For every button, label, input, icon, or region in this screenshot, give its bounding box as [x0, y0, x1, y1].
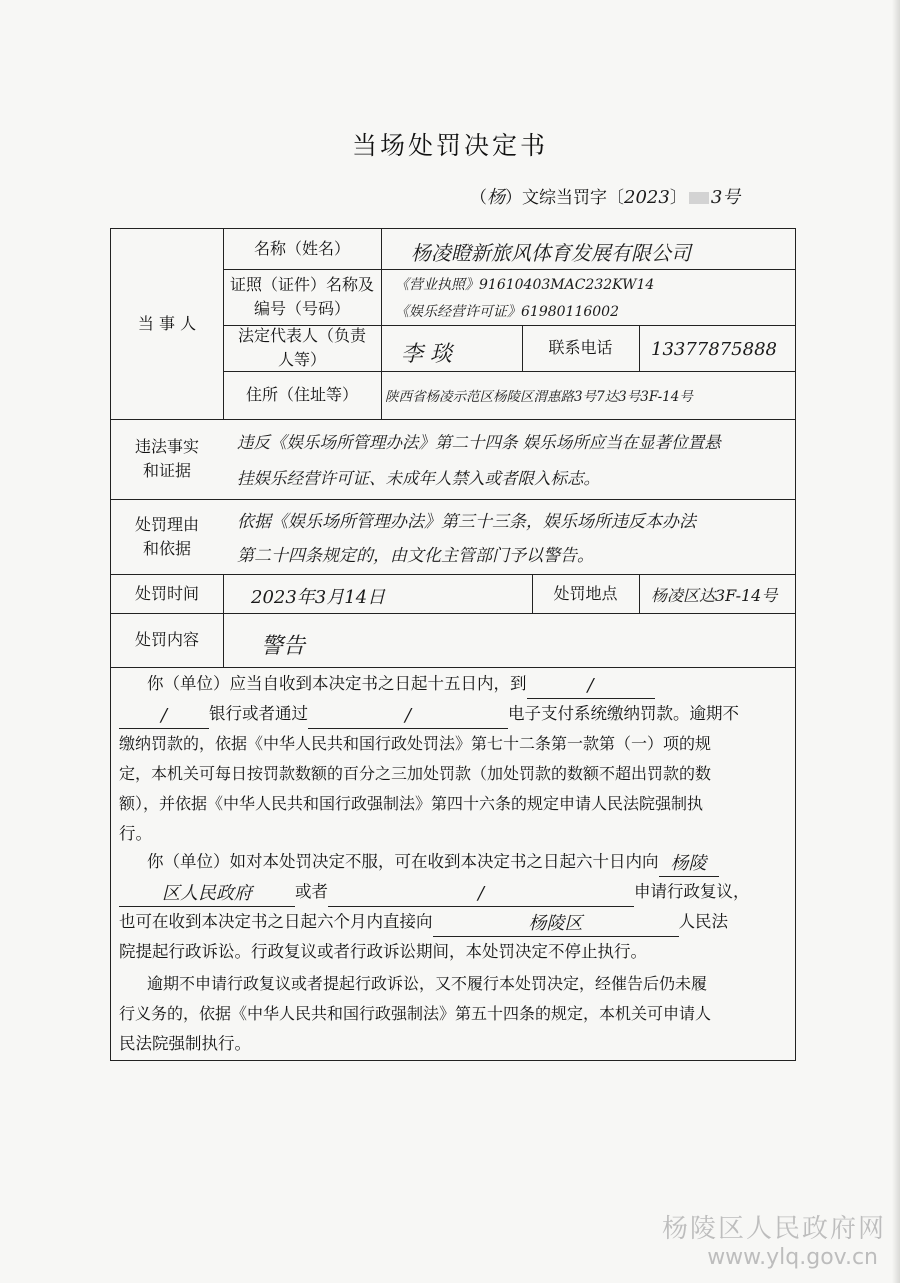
- notice-text: 或者: [295, 882, 328, 901]
- court-blank: [433, 912, 679, 937]
- notice-text: 也可在收到本决定书之日起六个月内直接向: [119, 912, 433, 931]
- reason-label: 处罚理由和依据: [134, 514, 199, 558]
- phone-label: 联系电话: [548, 338, 613, 357]
- reason-value-2: 第二十四条规定的，由文化主管部门予以警告。: [237, 546, 594, 566]
- blank-mark: /: [404, 705, 412, 726]
- row-divider: [111, 499, 795, 500]
- content-label: 处罚内容: [134, 630, 199, 649]
- rep-value: 李 琰: [401, 342, 452, 367]
- col-divider: [639, 325, 640, 371]
- review-gov-text: 杨陵: [670, 853, 707, 874]
- court-text: 杨陵区: [528, 913, 583, 934]
- payment-system-blank: [308, 704, 508, 729]
- docno-close: 〕: [669, 188, 687, 208]
- place-value: 杨凌区达3F-14号: [651, 586, 778, 605]
- notice-text: 你（单位）应当自收到本决定书之日起十五日内，到: [147, 674, 527, 693]
- name-value: 杨凌瞪新旅风体育发展有限公司: [411, 241, 691, 265]
- place-label: 处罚地点: [553, 583, 618, 603]
- license-value-2: 《娱乐经营许可证》61980116002: [395, 304, 619, 320]
- address-label: 住所（住址等）: [245, 385, 358, 404]
- blank-mark: /: [160, 705, 168, 726]
- docno-number: 3号: [710, 187, 741, 208]
- review-gov-blank-a: [659, 852, 719, 877]
- notice-p2-line2: [119, 877, 750, 907]
- notice-p1-line5: 额），并依据《中华人民共和国行政强制法》第四十六条的规定申请人民法院强制执: [119, 794, 704, 813]
- col-divider: [381, 229, 382, 419]
- license-value-1: 《营业执照》91610403MAC232KW14: [395, 277, 655, 293]
- row-divider: [111, 419, 795, 420]
- review-gov-blank-b: [119, 882, 295, 907]
- phone-value: 13377875888: [651, 339, 777, 360]
- facts-label: 违法事实和证据: [134, 437, 199, 480]
- notice-text: 人民法: [678, 912, 728, 931]
- review-gov-text: 区人民政府: [162, 883, 252, 904]
- review-other-blank: [328, 882, 634, 907]
- col-divider: [639, 574, 640, 613]
- scan-page-edge: [892, 0, 900, 1283]
- notice-p3-line2: 行义务的，依据《中华人民共和国行政强制法》第五十四条的规定，本机关可申请人: [119, 1004, 712, 1023]
- blank-mark: /: [477, 883, 485, 904]
- blank-mark: /: [587, 675, 594, 696]
- license-label: 证照（证件）名称及编号（号码）: [229, 275, 374, 318]
- time-value: 2023年3月14日: [251, 587, 386, 608]
- facts-value-1: 违反《娱乐场所管理办法》第二十四条 娱乐场所应当在显著位置悬: [237, 433, 721, 452]
- docno-agency: 杨: [487, 187, 505, 208]
- party-label: 当 事 人: [137, 314, 197, 333]
- notice-p3-line3: 民法院强制执行。: [119, 1034, 251, 1053]
- notice-p2-line4: 院提起行政诉讼。行政复议或者行政诉讼期间，本处罚决定不停止执行。: [119, 942, 647, 961]
- docno-mid: ）文综当罚字〔: [505, 188, 624, 208]
- watermark-url: www.ylq.gov.cn: [707, 1245, 878, 1270]
- redaction-blot: [689, 192, 709, 204]
- notice-text: 银行或者通过: [209, 704, 308, 723]
- facts-value-2: 挂娱乐经营许可证、未成年人禁入或者限入标志。: [237, 469, 600, 488]
- reason-value-1: 依据《娱乐场所管理办法》第三十三条，娱乐场所违反本办法: [237, 512, 696, 532]
- notice-p1-line3: 缴纳罚款的，依据《中华人民共和国行政处罚法》第七十二条第一款第（一）项的规: [119, 734, 712, 753]
- notice-p1-line2: [119, 699, 739, 729]
- bank-blank-1: [527, 674, 655, 699]
- document-number: [470, 183, 740, 209]
- time-label: 处罚时间: [134, 583, 199, 603]
- name-label: 名称（姓名）: [253, 239, 350, 258]
- decision-form-table: [110, 228, 796, 1061]
- content-value: 警告: [261, 634, 306, 659]
- bank-blank-2: [119, 704, 209, 729]
- rep-label: 法定代表人（负责人等）: [237, 326, 366, 369]
- notice-text: 电子支付系统缴纳罚款。逾期不: [508, 704, 739, 723]
- document-title: 当场处罚决定书: [351, 131, 548, 160]
- notice-p1-line1: [147, 669, 655, 699]
- notice-text: 申请行政复议，: [634, 882, 750, 901]
- docno-open: （: [470, 188, 487, 208]
- notice-p2-line1: [147, 847, 719, 877]
- watermark-site-name: 杨陵区人民政府网: [661, 1214, 886, 1244]
- notice-p1-line6: 行。: [119, 824, 152, 843]
- notice-p2-line3: [119, 907, 728, 937]
- notice-text: 你（单位）如对本处罚决定不服，可在收到本决定书之日起六十日内向: [147, 852, 659, 871]
- address-value: 陕西省杨凌示范区杨陵区渭惠路3号7达3号3F-14号: [385, 389, 693, 405]
- docno-year: 2023: [624, 187, 670, 208]
- notice-p3-line1: 逾期不申请行政复议或者提起行政诉讼，又不履行本处罚决定，经催告后仍未履: [147, 974, 708, 993]
- col-divider: [223, 574, 224, 667]
- notice-p1-line4: 定，本机关可每日按罚款数额的百分之三加处罚款（加处罚款的数额不超出罚款的数: [119, 764, 712, 783]
